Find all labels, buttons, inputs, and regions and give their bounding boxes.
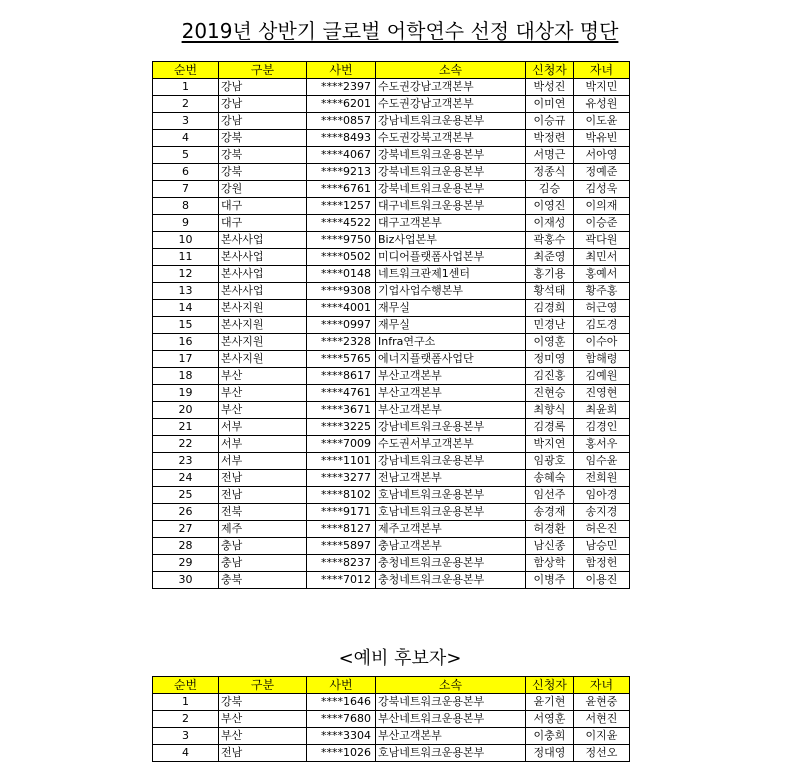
header-department: 소속 xyxy=(376,62,526,79)
cell-child: 황주홍 xyxy=(574,283,630,300)
header-applicant: 신청자 xyxy=(526,677,574,694)
cell-region: 서부 xyxy=(219,453,307,470)
cell-region: 충북 xyxy=(219,572,307,589)
cell-employee-id: ****1257 xyxy=(307,198,376,215)
cell-region: 강남 xyxy=(219,96,307,113)
table-header-row xyxy=(153,677,630,694)
cell-region: 강원 xyxy=(219,181,307,198)
cell-index: 4 xyxy=(153,130,219,147)
cell-applicant: 윤기현 xyxy=(526,694,574,711)
cell-applicant: 이영훈 xyxy=(526,334,574,351)
cell-index: 26 xyxy=(153,504,219,521)
cell-applicant: 민경난 xyxy=(526,317,574,334)
cell-department: 강남네트워크운용본부 xyxy=(376,113,526,130)
cell-applicant: 진현승 xyxy=(526,385,574,402)
cell-child: 홍서우 xyxy=(574,436,630,453)
page-title xyxy=(0,18,800,44)
cell-department: 강북네트워크운용본부 xyxy=(376,694,526,711)
table-row xyxy=(153,572,630,589)
cell-applicant: 서명근 xyxy=(526,147,574,164)
cell-employee-id: ****2328 xyxy=(307,334,376,351)
cell-region: 강남 xyxy=(219,113,307,130)
cell-department: 부산고객본부 xyxy=(376,368,526,385)
cell-department: 재무실 xyxy=(376,300,526,317)
cell-child: 송지경 xyxy=(574,504,630,521)
table-row xyxy=(153,79,630,96)
table-row xyxy=(153,504,630,521)
cell-employee-id: ****9308 xyxy=(307,283,376,300)
cell-applicant: 이재성 xyxy=(526,215,574,232)
cell-index: 19 xyxy=(153,385,219,402)
table-row xyxy=(153,130,630,147)
cell-department: Infra연구소 xyxy=(376,334,526,351)
table-row xyxy=(153,249,630,266)
cell-applicant: 김경희 xyxy=(526,300,574,317)
cell-employee-id: ****0857 xyxy=(307,113,376,130)
table-row xyxy=(153,745,630,762)
cell-child: 정선오 xyxy=(574,745,630,762)
table-row xyxy=(153,215,630,232)
cell-applicant: 김진홍 xyxy=(526,368,574,385)
cell-child: 전희원 xyxy=(574,470,630,487)
header-applicant: 신청자 xyxy=(526,62,574,79)
cell-region: 전남 xyxy=(219,487,307,504)
header-index: 순번 xyxy=(153,62,219,79)
cell-child: 정예준 xyxy=(574,164,630,181)
cell-applicant: 정미영 xyxy=(526,351,574,368)
cell-employee-id: ****5897 xyxy=(307,538,376,555)
cell-region: 본사사업 xyxy=(219,249,307,266)
cell-department: 수도권강남고객본부 xyxy=(376,79,526,96)
cell-index: 29 xyxy=(153,555,219,572)
cell-applicant: 정종식 xyxy=(526,164,574,181)
cell-applicant: 곽홍수 xyxy=(526,232,574,249)
cell-index: 16 xyxy=(153,334,219,351)
selected-candidates-table xyxy=(152,61,630,589)
cell-applicant: 박정련 xyxy=(526,130,574,147)
table-row xyxy=(153,300,630,317)
cell-applicant: 함상학 xyxy=(526,555,574,572)
cell-applicant: 김승 xyxy=(526,181,574,198)
cell-department: 전남고객본부 xyxy=(376,470,526,487)
cell-region: 강북 xyxy=(219,694,307,711)
cell-employee-id: ****1026 xyxy=(307,745,376,762)
cell-child: 이수아 xyxy=(574,334,630,351)
cell-child: 김예원 xyxy=(574,368,630,385)
cell-index: 30 xyxy=(153,572,219,589)
cell-employee-id: ****4761 xyxy=(307,385,376,402)
cell-child: 최민서 xyxy=(574,249,630,266)
cell-child: 김도경 xyxy=(574,317,630,334)
cell-applicant: 송혜숙 xyxy=(526,470,574,487)
cell-index: 20 xyxy=(153,402,219,419)
cell-region: 본사사업 xyxy=(219,266,307,283)
cell-index: 17 xyxy=(153,351,219,368)
cell-applicant: 이미연 xyxy=(526,96,574,113)
cell-employee-id: ****8127 xyxy=(307,521,376,538)
cell-index: 1 xyxy=(153,79,219,96)
cell-department: 부산고객본부 xyxy=(376,385,526,402)
cell-department: 수도권강남고객본부 xyxy=(376,96,526,113)
table-row xyxy=(153,232,630,249)
cell-employee-id: ****7680 xyxy=(307,711,376,728)
cell-child: 함해령 xyxy=(574,351,630,368)
cell-employee-id: ****2397 xyxy=(307,79,376,96)
table-row xyxy=(153,147,630,164)
cell-child: 임아경 xyxy=(574,487,630,504)
cell-department: 충남고객본부 xyxy=(376,538,526,555)
cell-applicant: 이영진 xyxy=(526,198,574,215)
cell-child: 함정헌 xyxy=(574,555,630,572)
cell-index: 1 xyxy=(153,694,219,711)
cell-applicant: 이충희 xyxy=(526,728,574,745)
table-row xyxy=(153,113,630,130)
cell-department: 호남네트워크운용본부 xyxy=(376,487,526,504)
cell-index: 18 xyxy=(153,368,219,385)
cell-employee-id: ****1646 xyxy=(307,694,376,711)
cell-child: 홍예서 xyxy=(574,266,630,283)
cell-region: 서부 xyxy=(219,419,307,436)
cell-applicant: 허경환 xyxy=(526,521,574,538)
selected-candidates-body xyxy=(153,79,630,589)
cell-region: 부산 xyxy=(219,711,307,728)
table-row xyxy=(153,436,630,453)
cell-child: 최윤희 xyxy=(574,402,630,419)
cell-index: 2 xyxy=(153,96,219,113)
cell-child: 진영현 xyxy=(574,385,630,402)
cell-child: 박지민 xyxy=(574,79,630,96)
cell-department: 재무실 xyxy=(376,317,526,334)
table-row xyxy=(153,521,630,538)
cell-index: 5 xyxy=(153,147,219,164)
cell-employee-id: ****0502 xyxy=(307,249,376,266)
cell-index: 2 xyxy=(153,711,219,728)
header-department: 소속 xyxy=(376,677,526,694)
cell-department: 미디어플랫폼사업본부 xyxy=(376,249,526,266)
cell-applicant: 남신종 xyxy=(526,538,574,555)
table-row xyxy=(153,711,630,728)
cell-child: 윤현중 xyxy=(574,694,630,711)
cell-region: 대구 xyxy=(219,198,307,215)
cell-department: Biz사업본부 xyxy=(376,232,526,249)
header-child: 자녀 xyxy=(574,677,630,694)
table-row xyxy=(153,181,630,198)
cell-region: 부산 xyxy=(219,368,307,385)
cell-employee-id: ****9213 xyxy=(307,164,376,181)
page-title-text: 2019년 상반기 글로벌 어학연수 선정 대상자 명단 xyxy=(181,19,619,43)
cell-department: 기업사업수행본부 xyxy=(376,283,526,300)
cell-employee-id: ****3277 xyxy=(307,470,376,487)
cell-employee-id: ****8617 xyxy=(307,368,376,385)
cell-region: 부산 xyxy=(219,402,307,419)
cell-applicant: 최향식 xyxy=(526,402,574,419)
cell-index: 12 xyxy=(153,266,219,283)
cell-department: 수도권서부고객본부 xyxy=(376,436,526,453)
cell-child: 김경인 xyxy=(574,419,630,436)
table-row xyxy=(153,694,630,711)
table-row xyxy=(153,555,630,572)
cell-applicant: 홍기용 xyxy=(526,266,574,283)
cell-index: 7 xyxy=(153,181,219,198)
table-row xyxy=(153,198,630,215)
cell-employee-id: ****0148 xyxy=(307,266,376,283)
cell-index: 23 xyxy=(153,453,219,470)
cell-department: 에너지플랫폼사업단 xyxy=(376,351,526,368)
cell-region: 전남 xyxy=(219,745,307,762)
cell-index: 3 xyxy=(153,113,219,130)
table-row xyxy=(153,164,630,181)
cell-child: 유성원 xyxy=(574,96,630,113)
cell-employee-id: ****4067 xyxy=(307,147,376,164)
cell-employee-id: ****6201 xyxy=(307,96,376,113)
table-row xyxy=(153,487,630,504)
cell-employee-id: ****4522 xyxy=(307,215,376,232)
cell-department: 강북네트워크운용본부 xyxy=(376,181,526,198)
cell-department: 호남네트워크운용본부 xyxy=(376,504,526,521)
reserve-title: <예비 후보자> xyxy=(338,648,462,669)
cell-region: 충남 xyxy=(219,538,307,555)
cell-child: 이승준 xyxy=(574,215,630,232)
cell-applicant: 황석태 xyxy=(526,283,574,300)
table-row xyxy=(153,368,630,385)
cell-index: 28 xyxy=(153,538,219,555)
cell-child: 서현진 xyxy=(574,711,630,728)
cell-department: 부산고객본부 xyxy=(376,402,526,419)
cell-applicant: 박지연 xyxy=(526,436,574,453)
reserve-candidates-body xyxy=(153,694,630,762)
cell-region: 충남 xyxy=(219,555,307,572)
cell-index: 21 xyxy=(153,419,219,436)
cell-index: 14 xyxy=(153,300,219,317)
cell-applicant: 이병주 xyxy=(526,572,574,589)
cell-child: 이의재 xyxy=(574,198,630,215)
cell-applicant: 김경록 xyxy=(526,419,574,436)
cell-department: 부산네트워크운용본부 xyxy=(376,711,526,728)
cell-employee-id: ****7009 xyxy=(307,436,376,453)
table-row xyxy=(153,470,630,487)
cell-child: 이도윤 xyxy=(574,113,630,130)
cell-region: 강북 xyxy=(219,130,307,147)
cell-index: 11 xyxy=(153,249,219,266)
cell-applicant: 정대영 xyxy=(526,745,574,762)
cell-child: 김성욱 xyxy=(574,181,630,198)
cell-department: 호남네트워크운용본부 xyxy=(376,745,526,762)
table-row xyxy=(153,266,630,283)
header-region: 구분 xyxy=(219,677,307,694)
cell-department: 강남네트워크운용본부 xyxy=(376,453,526,470)
cell-applicant: 임광호 xyxy=(526,453,574,470)
header-region: 구분 xyxy=(219,62,307,79)
cell-region: 부산 xyxy=(219,728,307,745)
cell-applicant: 이승규 xyxy=(526,113,574,130)
cell-index: 4 xyxy=(153,745,219,762)
header-child: 자녀 xyxy=(574,62,630,79)
cell-region: 전남 xyxy=(219,470,307,487)
cell-employee-id: ****5765 xyxy=(307,351,376,368)
cell-employee-id: ****0997 xyxy=(307,317,376,334)
cell-employee-id: ****4001 xyxy=(307,300,376,317)
cell-child: 박유빈 xyxy=(574,130,630,147)
cell-department: 수도권강북고객본부 xyxy=(376,130,526,147)
cell-applicant: 서영훈 xyxy=(526,711,574,728)
cell-employee-id: ****8493 xyxy=(307,130,376,147)
cell-child: 이지윤 xyxy=(574,728,630,745)
cell-child: 서아영 xyxy=(574,147,630,164)
cell-index: 24 xyxy=(153,470,219,487)
cell-child: 허은진 xyxy=(574,521,630,538)
cell-region: 전북 xyxy=(219,504,307,521)
cell-index: 10 xyxy=(153,232,219,249)
cell-child: 이용진 xyxy=(574,572,630,589)
cell-child: 남승민 xyxy=(574,538,630,555)
header-employee-id: 사번 xyxy=(307,677,376,694)
table-row xyxy=(153,96,630,113)
cell-employee-id: ****1101 xyxy=(307,453,376,470)
table-row xyxy=(153,419,630,436)
cell-index: 3 xyxy=(153,728,219,745)
table-row xyxy=(153,402,630,419)
cell-employee-id: ****8237 xyxy=(307,555,376,572)
cell-department: 강북네트워크운용본부 xyxy=(376,147,526,164)
table-row xyxy=(153,385,630,402)
cell-region: 강북 xyxy=(219,164,307,181)
cell-applicant: 임선주 xyxy=(526,487,574,504)
cell-department: 충청네트워크운용본부 xyxy=(376,572,526,589)
header-employee-id: 사번 xyxy=(307,62,376,79)
cell-index: 22 xyxy=(153,436,219,453)
table-row xyxy=(153,283,630,300)
cell-child: 곽다원 xyxy=(574,232,630,249)
table-header-row xyxy=(153,62,630,79)
cell-employee-id: ****8102 xyxy=(307,487,376,504)
cell-applicant: 박성진 xyxy=(526,79,574,96)
cell-region: 본사지원 xyxy=(219,317,307,334)
cell-department: 제주고객본부 xyxy=(376,521,526,538)
cell-child: 허근영 xyxy=(574,300,630,317)
table-row xyxy=(153,538,630,555)
cell-employee-id: ****3304 xyxy=(307,728,376,745)
cell-region: 본사지원 xyxy=(219,334,307,351)
cell-applicant: 최준영 xyxy=(526,249,574,266)
cell-employee-id: ****9750 xyxy=(307,232,376,249)
cell-index: 8 xyxy=(153,198,219,215)
cell-department: 충청네트워크운용본부 xyxy=(376,555,526,572)
cell-region: 강남 xyxy=(219,79,307,96)
cell-region: 서부 xyxy=(219,436,307,453)
table-row xyxy=(153,334,630,351)
header-index: 순번 xyxy=(153,677,219,694)
table-row xyxy=(153,351,630,368)
cell-employee-id: ****9171 xyxy=(307,504,376,521)
cell-region: 대구 xyxy=(219,215,307,232)
cell-region: 강북 xyxy=(219,147,307,164)
cell-child: 임수윤 xyxy=(574,453,630,470)
cell-region: 제주 xyxy=(219,521,307,538)
cell-region: 본사사업 xyxy=(219,283,307,300)
cell-applicant: 송경재 xyxy=(526,504,574,521)
cell-index: 15 xyxy=(153,317,219,334)
cell-index: 6 xyxy=(153,164,219,181)
cell-department: 네트워크관제1센터 xyxy=(376,266,526,283)
reserve-candidates-table xyxy=(152,676,630,762)
cell-region: 본사지원 xyxy=(219,300,307,317)
cell-department: 부산고객본부 xyxy=(376,728,526,745)
cell-index: 13 xyxy=(153,283,219,300)
table-row xyxy=(153,317,630,334)
cell-department: 강남네트워크운용본부 xyxy=(376,419,526,436)
cell-index: 9 xyxy=(153,215,219,232)
cell-index: 25 xyxy=(153,487,219,504)
cell-region: 본사사업 xyxy=(219,232,307,249)
cell-employee-id: ****3671 xyxy=(307,402,376,419)
cell-region: 부산 xyxy=(219,385,307,402)
cell-employee-id: ****6761 xyxy=(307,181,376,198)
cell-department: 대구고객본부 xyxy=(376,215,526,232)
cell-employee-id: ****3225 xyxy=(307,419,376,436)
cell-employee-id: ****7012 xyxy=(307,572,376,589)
cell-region: 본사지원 xyxy=(219,351,307,368)
cell-index: 27 xyxy=(153,521,219,538)
cell-department: 대구네트워크운용본부 xyxy=(376,198,526,215)
table-row xyxy=(153,728,630,745)
table-row xyxy=(153,453,630,470)
cell-department: 강북네트워크운용본부 xyxy=(376,164,526,181)
